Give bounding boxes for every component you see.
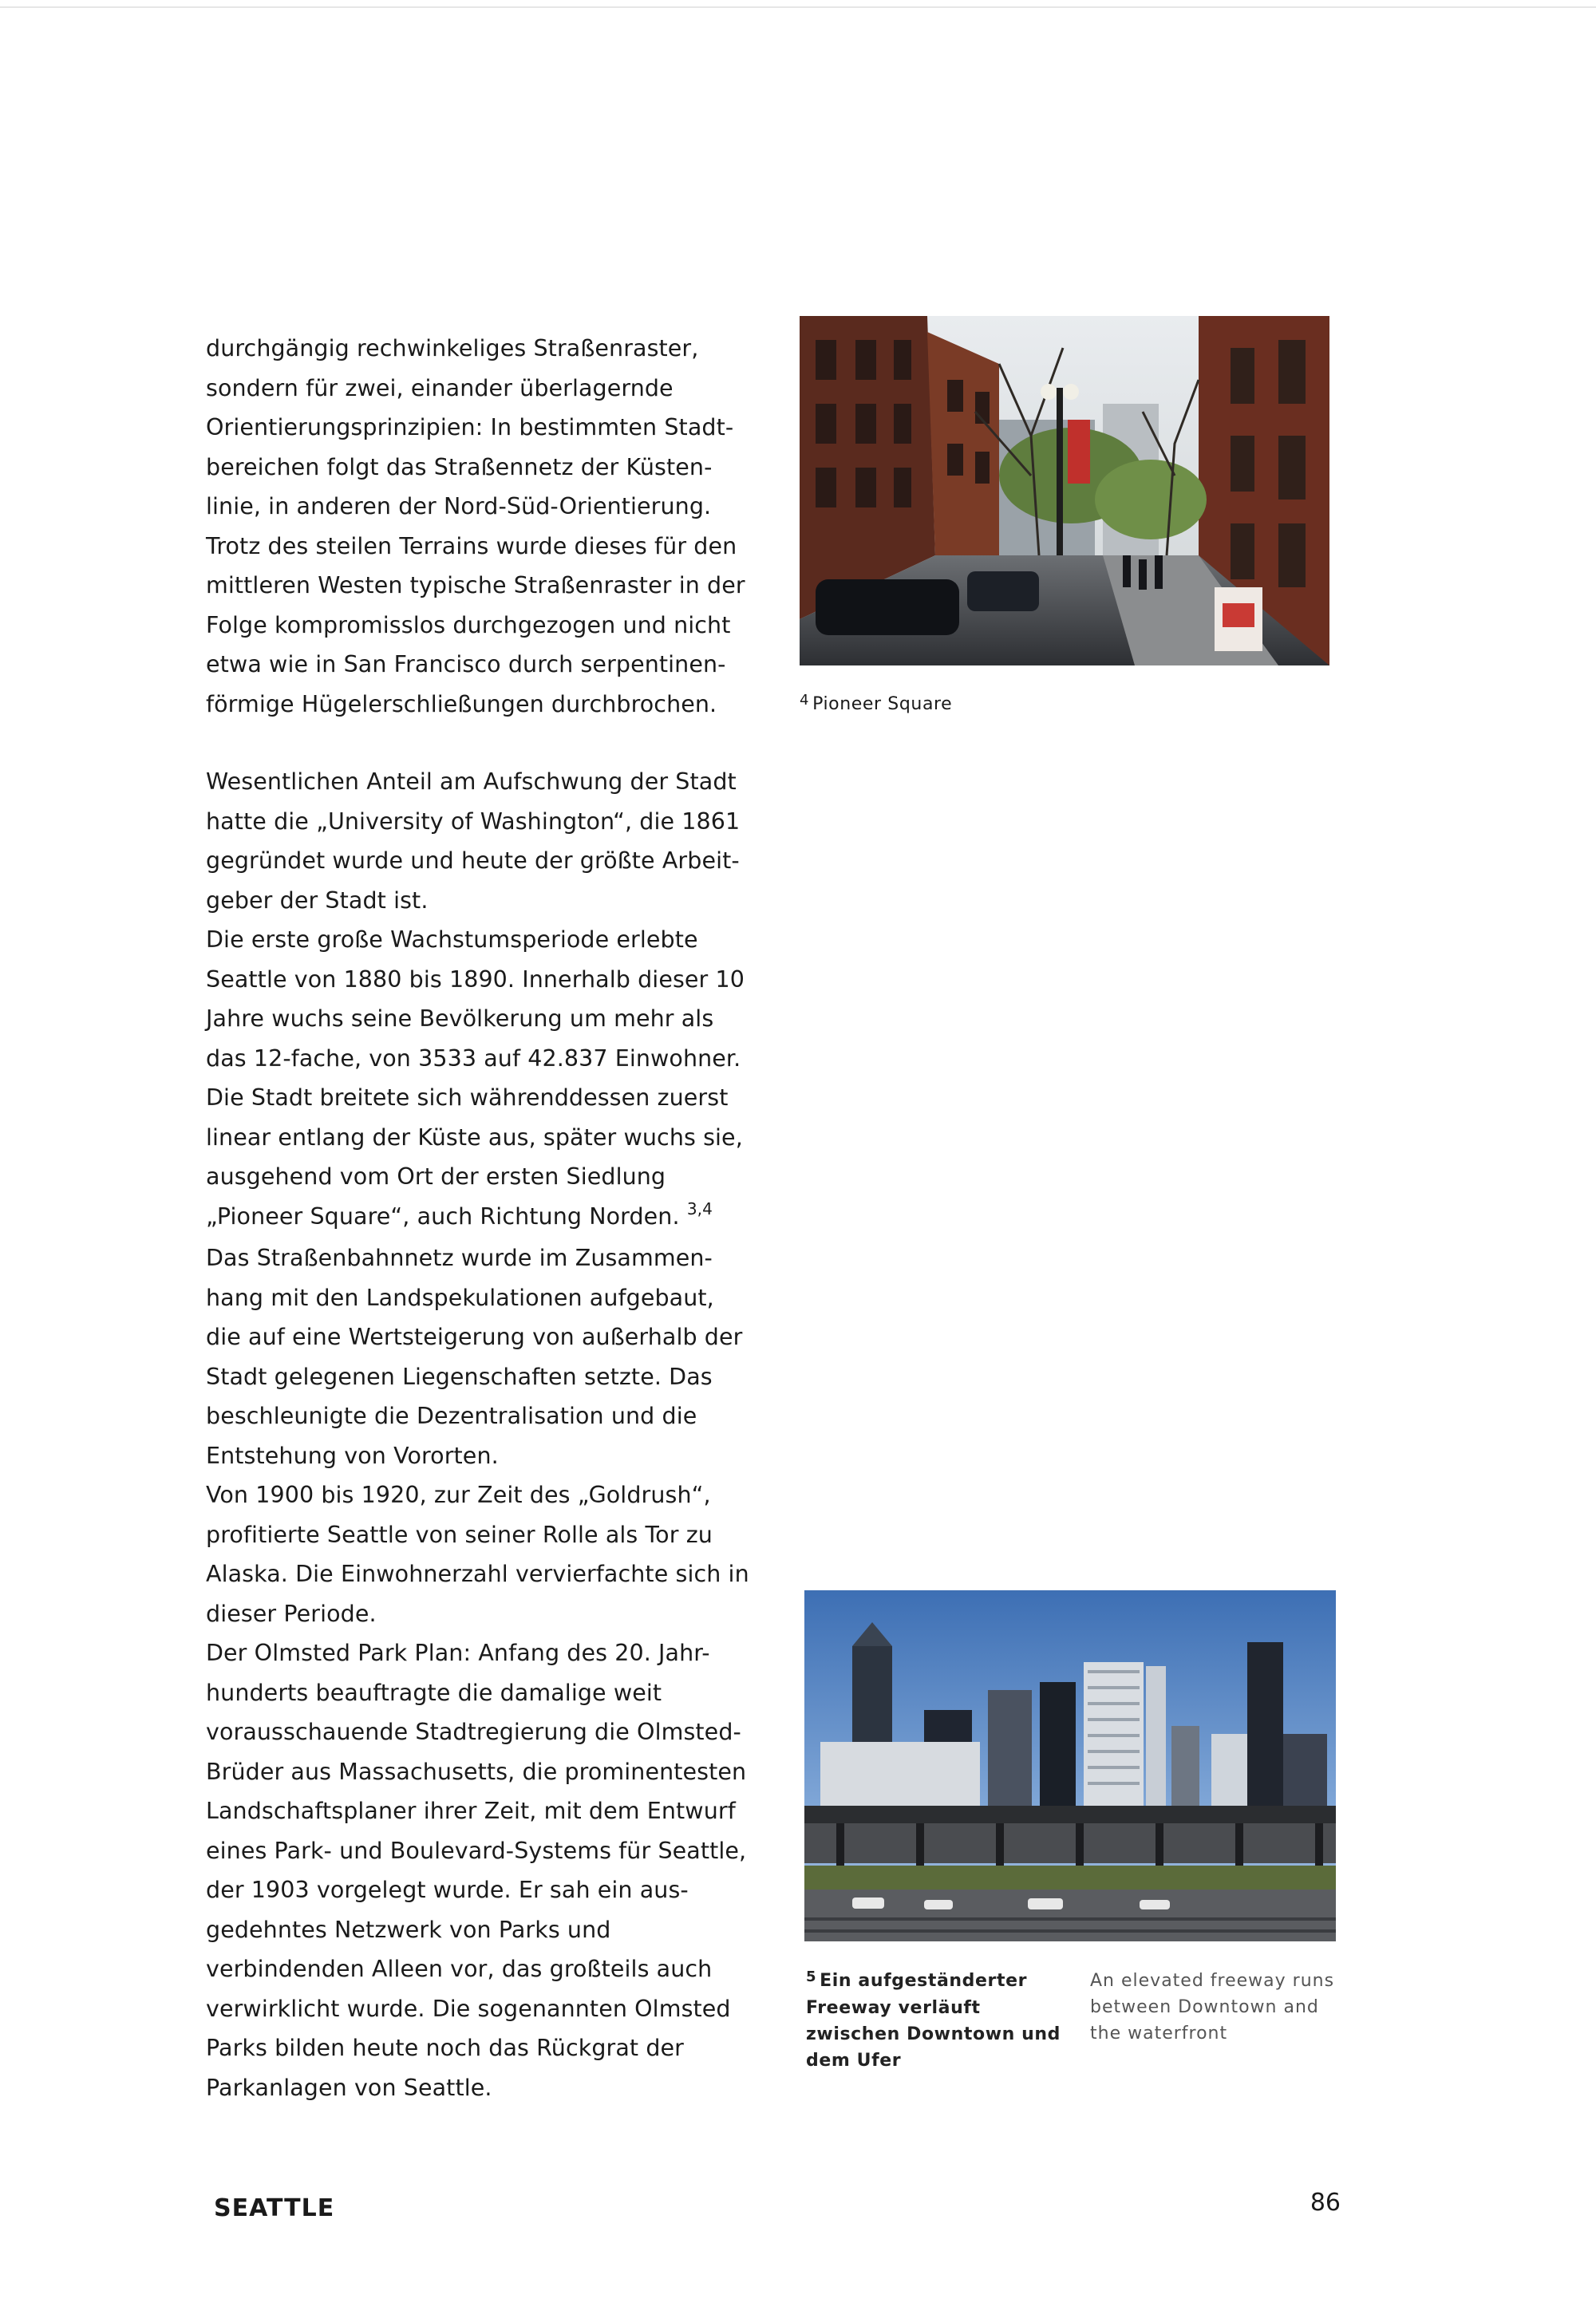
text-line: linie, in anderen der Nord-Süd-Orientierung.: [206, 493, 712, 519]
text-line: beschleunigte die Dezentralisation und die: [206, 1403, 697, 1429]
text-line: Folge kompromisslos durchgezogen und nicht: [206, 611, 731, 638]
caption-line: between Downtown and: [1090, 1997, 1319, 2017]
text-line: hunderts beauftragte die damalige weit: [206, 1679, 662, 1706]
seattle-skyline-photo: [804, 1590, 1336, 1941]
text-line: hang mit den Landspekulationen aufgebaut,: [206, 1284, 714, 1311]
text-line: sondern für zwei, einander überlagernde: [206, 374, 674, 401]
text-line: Trotz des steilen Terrains wurde dieses für den: [206, 532, 737, 559]
text-line: Wesentlichen Anteil am Aufschwung der Stadt: [206, 768, 737, 795]
text-line: Orientierungsprinzipien: In bestimmten Stadt-: [206, 414, 734, 440]
text-line: Die erste große Wachstumsperiode erlebte: [206, 926, 698, 953]
text-line: Landschaftsplaner ihrer Zeit, mit dem Entwurf: [206, 1798, 736, 1824]
figure-4-caption: [800, 691, 952, 718]
text-line: die auf eine Wertsteigerung von außerhalb der: [206, 1324, 743, 1350]
text-line: verwirklicht wurde. Die sogenannten Olmsted: [206, 1995, 731, 2022]
text-line: Brüder aus Massachusetts, die prominentesten: [206, 1758, 747, 1785]
text-line: verbindenden Alleen vor, das großteils auch: [206, 1956, 713, 1982]
text-line: das 12-fache, von 3533 auf 42.837 Einwohner.: [206, 1045, 741, 1072]
text-line: Parkanlagen von Seattle.: [206, 2074, 492, 2101]
text-line: Das Straßenbahnnetz wurde im Zusammen-: [206, 1245, 713, 1271]
text-line: Die Stadt breitete sich währenddessen zuerst: [206, 1084, 729, 1111]
caption-line-with-number: [806, 1968, 1045, 1995]
caption-line: An elevated freeway runs: [1090, 1971, 1335, 1991]
text-line: hatte die „University of Washington“, die 1861: [206, 808, 741, 835]
caption-line: Ein aufgeständerter: [820, 1971, 1028, 1991]
text-line: profitierte Seattle von seiner Rolle als Tor zu: [206, 1521, 713, 1548]
text-line: Entstehung von Vororten.: [206, 1442, 499, 1469]
text-line: förmige Hügelerschließungen durchbrochen.: [206, 690, 717, 717]
text-line: geber der Stadt ist.: [206, 887, 429, 914]
text-line: Von 1900 bis 1920, zur Zeit des „Goldrush“,: [206, 1482, 711, 1508]
text-line: Stadt gelegenen Liegenschaften setzte. Das: [206, 1363, 713, 1390]
figure-5-caption-english: [1090, 1968, 1345, 2047]
pioneer-square-photo: [800, 316, 1329, 665]
text-line: Seattle von 1880 bis 1890. Innerhalb dieser 10: [206, 966, 745, 993]
caption-line: zwischen Downtown und: [806, 2024, 1061, 2044]
text-line: ausgehend vom Ort der ersten Siedlung: [206, 1163, 666, 1190]
text-line: mittleren Westen typische Straßenraster in der: [206, 572, 745, 598]
text-line: „Pioneer Square“, auch Richtung Norden.: [206, 1202, 680, 1230]
reference-superscript: 3,4: [686, 1199, 713, 1218]
text-line: eines Park- und Boulevard-Systems für Seattle,: [206, 1837, 747, 1864]
text-line-with-reference: [206, 1197, 749, 1239]
top-rule: [0, 6, 1596, 8]
text-line: der 1903 vorgelegt wurde. Er sah ein aus-: [206, 1877, 689, 1903]
footer-section-title: SEATTLE: [214, 2194, 335, 2222]
caption-line: the waterfront: [1090, 2024, 1228, 2044]
figure-number: 5: [806, 1969, 817, 1985]
text-line: bereichen folgt das Straßennetz der Küsten-: [206, 453, 713, 480]
figure-number: 4: [800, 692, 810, 709]
text-line: Parks bilden heute noch das Rückgrat der: [206, 2035, 684, 2061]
figure-5-caption-german: [806, 1968, 1061, 2074]
page-number: 86: [1310, 2189, 1341, 2217]
text-line: Der Olmsted Park Plan: Anfang des 20. Jahr-: [206, 1640, 710, 1666]
text-line: Jahre wuchs seine Bevölkerung um mehr als: [206, 1005, 714, 1032]
figure-caption-text: Pioneer Square: [812, 694, 953, 714]
text-line: dieser Periode.: [206, 1600, 377, 1627]
caption-line: Freeway verläuft: [806, 1998, 981, 2018]
caption-line: dem Ufer: [806, 2051, 902, 2071]
text-line: gegründet wurde und heute der größte Arbeit-: [206, 847, 740, 874]
text-line: durchgängig rechwinkeliges Straßenraster,: [206, 335, 699, 361]
text-line: etwa wie in San Francisco durch serpentinen-: [206, 651, 726, 677]
text-line: Alaska. Die Einwohnerzahl vervierfachte sich in: [206, 1561, 749, 1587]
text-line: gedehntes Netzwerk von Parks und: [206, 1916, 611, 1943]
body-paragraph-2: [206, 762, 749, 2107]
text-line: vorausschauende Stadtregierung die Olmsted-: [206, 1719, 741, 1745]
body-paragraph-1: [206, 329, 749, 724]
text-line: linear entlang der Küste aus, später wuchs sie,: [206, 1123, 743, 1151]
